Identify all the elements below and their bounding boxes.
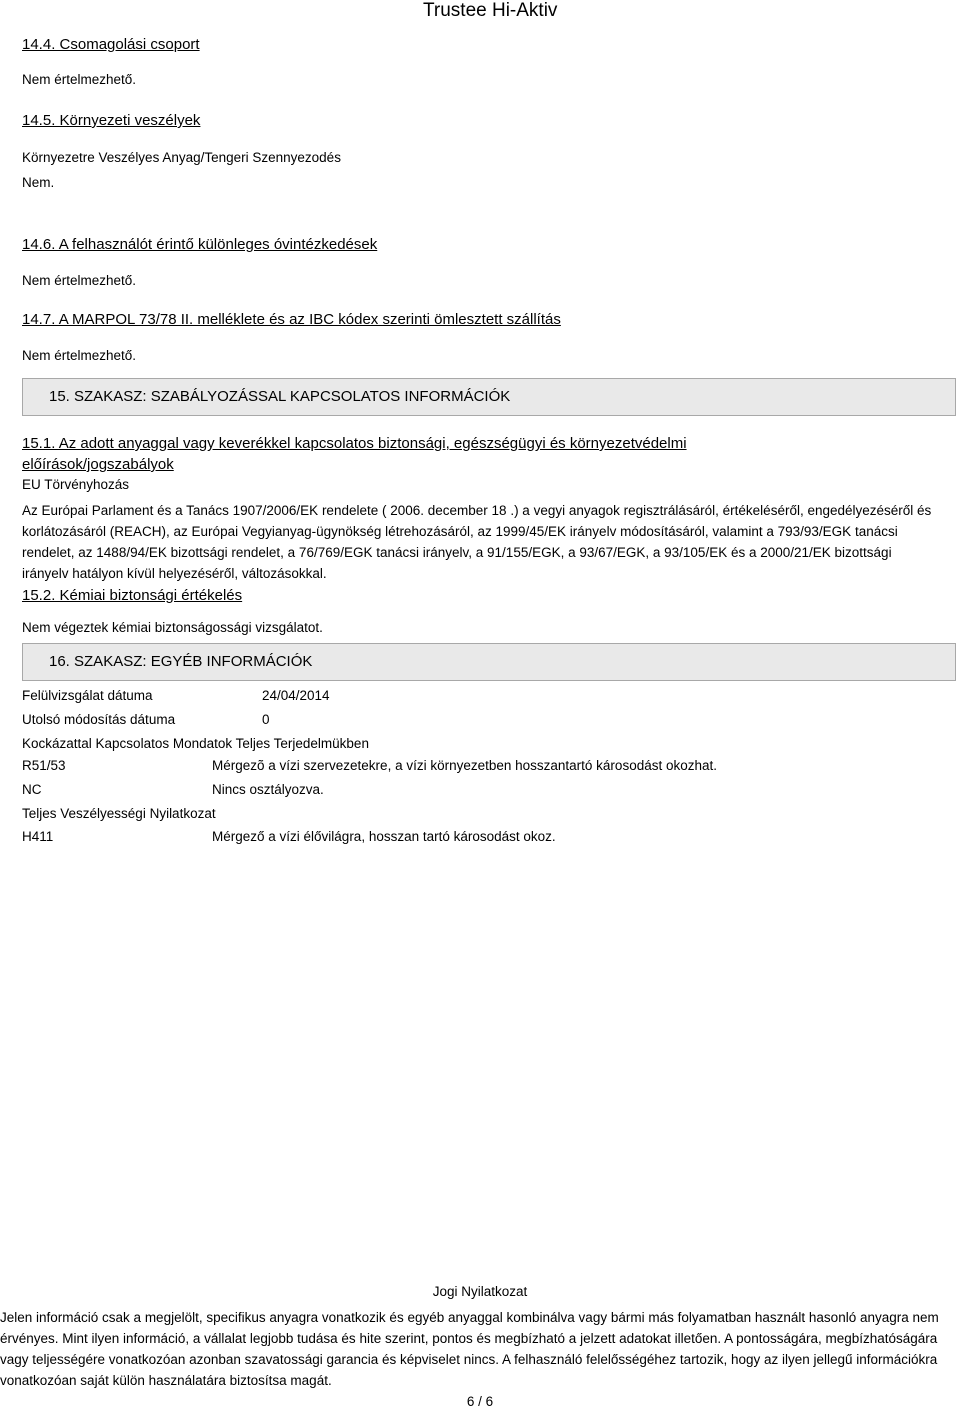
section-14-6-heading: 14.6. A felhasználót érintő különleges óvintézkedések xyxy=(22,236,378,253)
review-date-label: Felülvizsgálat dátuma xyxy=(22,688,153,703)
review-date-value: 24/04/2014 xyxy=(262,688,330,703)
section-14-5-line2: Nem. xyxy=(22,175,55,190)
modified-date-value: 0 xyxy=(262,712,270,727)
page-number: 6 / 6 xyxy=(466,1394,494,1409)
section-15-1-heading-line2: előírások/jogszabályok xyxy=(22,456,174,473)
section-15-2-heading: 15.2. Kémiai biztonsági értékelés xyxy=(22,587,243,604)
hazard-statements-title: Teljes Veszélyességi Nyilatkozat xyxy=(22,806,216,821)
section-14-4-heading: 14.4. Csomagolási csoport xyxy=(22,36,200,53)
section-14-4-text: Nem értelmezhető. xyxy=(22,72,137,87)
risk-phrase-code: R51/53 xyxy=(22,758,66,773)
section-15-title-box xyxy=(22,378,956,416)
section-16-title: 16. SZAKASZ: EGYÉB INFORMÁCIÓK xyxy=(49,653,313,670)
eu-legislation-label: EU Törvényhozás xyxy=(22,477,130,492)
risk-phrase-text: Nincs osztályozva. xyxy=(212,782,324,797)
modified-date-label: Utolsó módosítás dátuma xyxy=(22,712,176,727)
section-14-6-text: Nem értelmezhető. xyxy=(22,273,137,288)
risk-phrases-title: Kockázattal Kapcsolatos Mondatok Teljes Terjedelmükben xyxy=(22,736,369,751)
section-15-title: 15. SZAKASZ: SZABÁLYOZÁSSAL KAPCSOLATOS INFORMÁCIÓK xyxy=(49,388,511,405)
section-15-1-heading-line1: 15.1. Az adott anyaggal vagy keverékkel kapcsolatos biztonsági, egészségügyi és környezetvédelmi xyxy=(22,435,687,452)
risk-phrase-text: Mérgezõ a vízi szervezetekre, a vízi környezetben hosszantartó károsodást okozhat. xyxy=(212,758,717,773)
hazard-statement-text: Mérgező a vízi élővilágra, hosszan tartó károsodást okoz. xyxy=(212,829,556,844)
hazard-statement-code: H411 xyxy=(22,829,54,844)
eu-legislation-paragraph: Az Európai Parlament és a Tanács 1907/2006/EK rendelete ( 2006. december 18 .) a vegyi anyagok regisztrálásáról, értékeléséről, engedélyezéséről és korlátozásáról (REACH), az Európai Vegyianyag-ügynökség létrehozásáról, az 1999/45/EK irányelv módosításáról, valamint a 793/93/EGK tanácsi rendelet, az 1488/94/EK bizottsági rendelet, a 76/769/EGK tanácsi irányelv, a 91/155/EGK, a 93/67/EGK, a 93/105/EK és a 2000/21/EK bizottsági irányelv hatályon kívül helyezéséről, változásokkal. xyxy=(22,503,932,581)
section-14-7-heading: 14.7. A MARPOL 73/78 II. melléklete és az IBC kódex szerinti ömlesztett szállítás xyxy=(22,311,561,328)
section-14-5-line1: Környezetre Veszélyes Anyag/Tengeri Szennyezodés xyxy=(22,150,341,165)
risk-phrase-code: NC xyxy=(22,782,42,797)
section-14-5-heading: 14.5. Környezeti veszélyek xyxy=(22,112,201,129)
section-15-2-text: Nem végeztek kémiai biztonságossági vizsgálatot. xyxy=(22,620,323,635)
legal-disclaimer-title: Jogi Nyilatkozat xyxy=(432,1284,528,1299)
section-16-title-box xyxy=(22,643,956,681)
document-product-title: Trustee Hi-Aktiv xyxy=(423,0,558,21)
section-14-7-text: Nem értelmezhető. xyxy=(22,348,137,363)
legal-disclaimer-text: Jelen információ csak a megjelölt, specifikus anyagra vonatkozik és egyéb anyaggal kombinálva vagy bármi más folyamatban használt hasonló anyagra nem érvényes. Mint ilyen információ, a vállalat legjobb tudása és hite szerint, pontos és megbízható a jelzett adatokat illetően. A pontosságára, megbízhatóságára vagy teljességére vonatkozóan azonban szavatossági garancia és képviselet nincs. A felhasználó felelősségéhez tartozik, hogy az ilyen jellegű információkra vonatkozóan saját külön használatára biztosítsa magát. xyxy=(0,1310,939,1388)
